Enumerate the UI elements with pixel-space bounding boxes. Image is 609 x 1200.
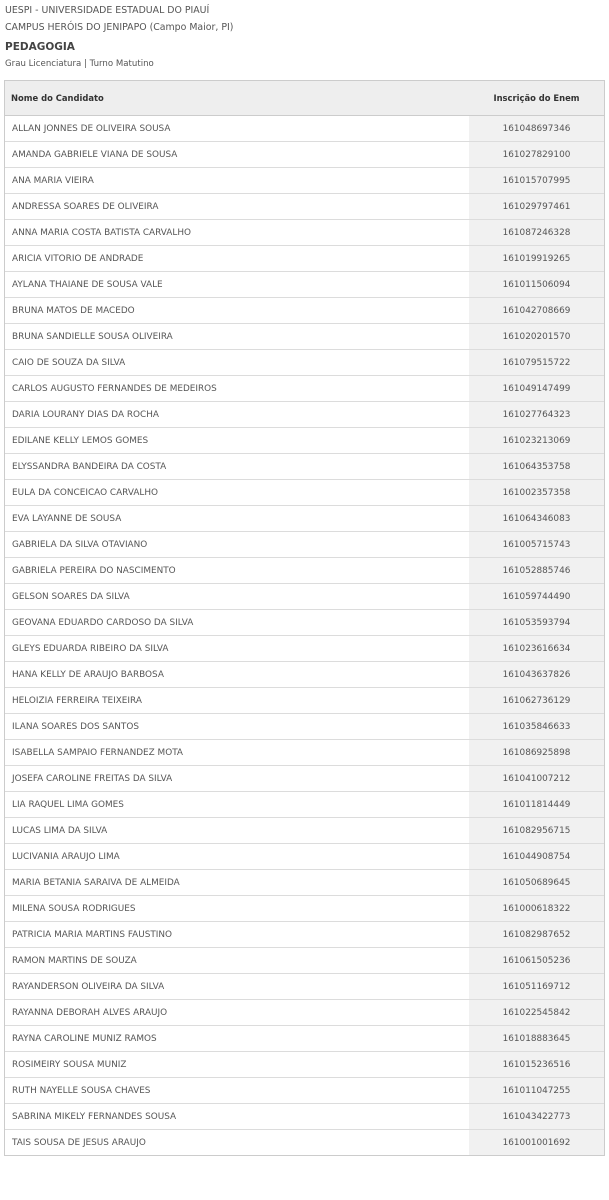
candidate-name: GLEYS EDUARDA RIBEIRO DA SILVA: [5, 636, 469, 662]
enem-registration: 161043637826: [469, 662, 604, 688]
enem-registration: 161011047255: [469, 1078, 604, 1104]
table-row: [5, 558, 604, 584]
candidate-name: CAIO DE SOUZA DA SILVA: [5, 350, 469, 376]
candidate-name: LUCIVANIA ARAUJO LIMA: [5, 844, 469, 870]
enem-registration: 161011814449: [469, 792, 604, 818]
enem-registration: 161087246328: [469, 220, 604, 246]
table-row: [5, 922, 604, 948]
candidate-name: LIA RAQUEL LIMA GOMES: [5, 792, 469, 818]
table-row: [5, 402, 604, 428]
candidate-name: RAYNA CAROLINE MUNIZ RAMOS: [5, 1026, 469, 1052]
candidate-name: AYLANA THAIANE DE SOUSA VALE: [5, 272, 469, 298]
campus-name: CAMPUS HERÓIS DO JENIPAPO (Campo Maior, PI): [5, 22, 234, 33]
table-row: [5, 324, 604, 350]
table-row: [5, 610, 604, 636]
table-row: [5, 584, 604, 610]
table-row: [5, 766, 604, 792]
candidate-name: ANDRESSA SOARES DE OLIVEIRA: [5, 194, 469, 220]
table-row: [5, 532, 604, 558]
candidate-name: RAYANDERSON OLIVEIRA DA SILVA: [5, 974, 469, 1000]
document-header: [5, 2, 605, 71]
candidate-name: GELSON SOARES DA SILVA: [5, 584, 469, 610]
enem-registration: 161086925898: [469, 740, 604, 766]
table-row: [5, 298, 604, 324]
table-row: [5, 168, 604, 194]
enem-registration: 161053593794: [469, 610, 604, 636]
table-row: [5, 662, 604, 688]
enem-registration: 161020201570: [469, 324, 604, 350]
table-row: [5, 506, 604, 532]
candidate-name: MARIA BETANIA SARAIVA DE ALMEIDA: [5, 870, 469, 896]
table-row: [5, 1078, 604, 1104]
enem-registration: 161052885746: [469, 558, 604, 584]
enem-registration: 161002357358: [469, 480, 604, 506]
table-row: [5, 714, 604, 740]
enem-registration: 161027764323: [469, 402, 604, 428]
table-row: [5, 376, 604, 402]
candidates-table: [5, 81, 604, 1155]
candidate-name: EULA DA CONCEICAO CARVALHO: [5, 480, 469, 506]
table-row: [5, 1052, 604, 1078]
enem-registration: 161029797461: [469, 194, 604, 220]
candidate-name: DARIA LOURANY DIAS DA ROCHA: [5, 402, 469, 428]
table-row: [5, 636, 604, 662]
candidate-name: ANNA MARIA COSTA BATISTA CARVALHO: [5, 220, 469, 246]
candidate-name: SABRINA MIKELY FERNANDES SOUSA: [5, 1104, 469, 1130]
enem-registration: 161011506094: [469, 272, 604, 298]
enem-registration: 161022545842: [469, 1000, 604, 1026]
table-row: [5, 688, 604, 714]
candidate-name: BRUNA MATOS DE MACEDO: [5, 298, 469, 324]
enem-registration: 161041007212: [469, 766, 604, 792]
candidate-name: ILANA SOARES DOS SANTOS: [5, 714, 469, 740]
table-row: [5, 1130, 604, 1156]
enem-registration: 161079515722: [469, 350, 604, 376]
table-row: [5, 194, 604, 220]
table-row: [5, 428, 604, 454]
candidate-name: GABRIELA DA SILVA OTAVIANO: [5, 532, 469, 558]
enem-registration: 161082987652: [469, 922, 604, 948]
table-row: [5, 246, 604, 272]
enem-registration: 161027829100: [469, 142, 604, 168]
candidate-name: TAIS SOUSA DE JESUS ARAUJO: [5, 1130, 469, 1156]
candidate-name: ISABELLA SAMPAIO FERNANDEZ MOTA: [5, 740, 469, 766]
enem-registration: 161005715743: [469, 532, 604, 558]
table-row: [5, 454, 604, 480]
table-row: [5, 220, 604, 246]
enem-registration: 161023616634: [469, 636, 604, 662]
candidate-name: ANA MARIA VIEIRA: [5, 168, 469, 194]
table-row: [5, 792, 604, 818]
candidate-name: GABRIELA PEREIRA DO NASCIMENTO: [5, 558, 469, 584]
enem-registration: 161050689645: [469, 870, 604, 896]
candidate-name: AMANDA GABRIELE VIANA DE SOUSA: [5, 142, 469, 168]
enem-registration: 161043422773: [469, 1104, 604, 1130]
candidate-name: PATRICIA MARIA MARTINS FAUSTINO: [5, 922, 469, 948]
candidate-name: RUTH NAYELLE SOUSA CHAVES: [5, 1078, 469, 1104]
enem-registration: 161048697346: [469, 116, 604, 142]
table-row: [5, 116, 604, 142]
table-row: [5, 818, 604, 844]
table-row: [5, 896, 604, 922]
table-row: [5, 272, 604, 298]
table-row: [5, 974, 604, 1000]
enem-registration: 161015236516: [469, 1052, 604, 1078]
candidate-name: HELOIZIA FERREIRA TEIXEIRA: [5, 688, 469, 714]
enem-registration: 161019919265: [469, 246, 604, 272]
candidate-name: RAYANNA DEBORAH ALVES ARAUJO: [5, 1000, 469, 1026]
candidate-name: ARICIA VITORIO DE ANDRADE: [5, 246, 469, 272]
candidate-name: ROSIMEIRY SOUSA MUNIZ: [5, 1052, 469, 1078]
candidate-name: EDILANE KELLY LEMOS GOMES: [5, 428, 469, 454]
table-row: [5, 1026, 604, 1052]
candidate-name: ALLAN JONNES DE OLIVEIRA SOUSA: [5, 116, 469, 142]
table-row: [5, 350, 604, 376]
enem-registration: 161082956715: [469, 818, 604, 844]
candidate-name: HANA KELLY DE ARAUJO BARBOSA: [5, 662, 469, 688]
enem-registration: 161044908754: [469, 844, 604, 870]
table-row: [5, 948, 604, 974]
table-row: [5, 142, 604, 168]
column-header-enem: Inscrição do Enem: [469, 81, 604, 116]
enem-registration: 161061505236: [469, 948, 604, 974]
enem-registration: 161064353758: [469, 454, 604, 480]
candidate-name: MILENA SOUSA RODRIGUES: [5, 896, 469, 922]
enem-registration: 161015707995: [469, 168, 604, 194]
enem-registration: 161051169712: [469, 974, 604, 1000]
enem-registration: 161035846633: [469, 714, 604, 740]
candidates-table-container: [4, 80, 605, 1156]
table-row: [5, 740, 604, 766]
candidate-name: EVA LAYANNE DE SOUSA: [5, 506, 469, 532]
table-row: [5, 1104, 604, 1130]
candidate-name: CARLOS AUGUSTO FERNANDES DE MEDEIROS: [5, 376, 469, 402]
course-title: PEDAGOGIA: [5, 41, 75, 53]
candidate-name: BRUNA SANDIELLE SOUSA OLIVEIRA: [5, 324, 469, 350]
candidate-name: JOSEFA CAROLINE FREITAS DA SILVA: [5, 766, 469, 792]
table-row: [5, 870, 604, 896]
enem-registration: 161000618322: [469, 896, 604, 922]
candidate-name: GEOVANA EDUARDO CARDOSO DA SILVA: [5, 610, 469, 636]
enem-registration: 161042708669: [469, 298, 604, 324]
enem-registration: 161049147499: [469, 376, 604, 402]
table-row: [5, 844, 604, 870]
candidate-name: RAMON MARTINS DE SOUZA: [5, 948, 469, 974]
column-header-name: Nome do Candidato: [5, 81, 469, 116]
table-row: [5, 1000, 604, 1026]
enem-registration: 161064346083: [469, 506, 604, 532]
enem-registration: 161062736129: [469, 688, 604, 714]
candidate-name: LUCAS LIMA DA SILVA: [5, 818, 469, 844]
table-header-row: [5, 81, 604, 116]
enem-registration: 161001001692: [469, 1130, 604, 1156]
enem-registration: 161018883645: [469, 1026, 604, 1052]
enem-registration: 161023213069: [469, 428, 604, 454]
institution-name: UESPI - UNIVERSIDADE ESTADUAL DO PIAUÍ: [5, 5, 210, 16]
enem-registration: 161059744490: [469, 584, 604, 610]
degree-shift: Grau Licenciatura | Turno Matutino: [5, 59, 154, 69]
candidate-name: ELYSSANDRA BANDEIRA DA COSTA: [5, 454, 469, 480]
table-row: [5, 480, 604, 506]
